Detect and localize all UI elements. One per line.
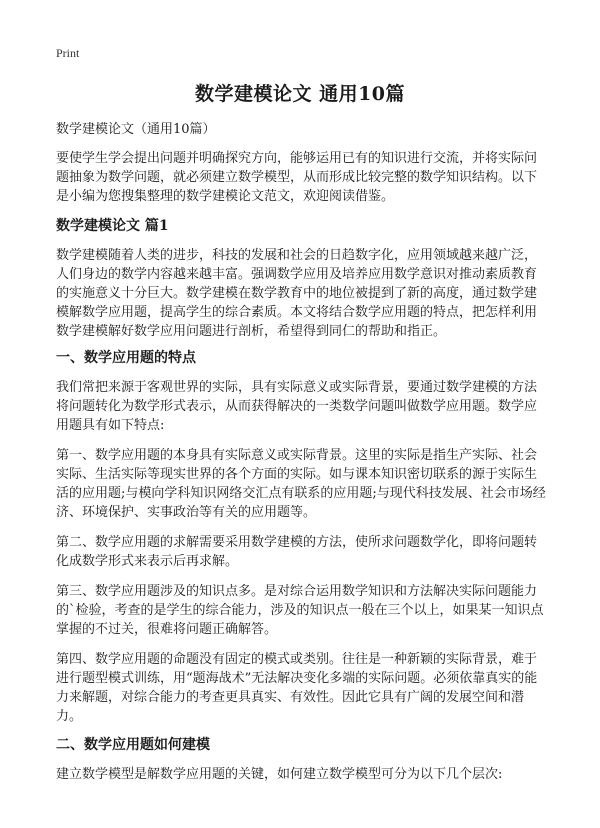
section-heading-features: 一、数学应用题的特点 (56, 350, 196, 366)
intro-paragraph: 要使学生学会提出问题并明确探究方向，能够运用已有的知识进行交流，并将实际问题抽象为数学问题，就必须建立数学模型，从而形成比较完整的数学知识结构。以下是小编为您搜集整理的数学建模论文范文，欢迎阅读借鉴。 (56, 151, 538, 204)
paragraph: 我们常把来源于客观世界的实际，具有实际意义或实际背景，要通过数学建模的方法将问题转化为数学形式表示，从而获得解决的一类数学问题叫做数学应用题。数学应用题具有如下特点: (56, 380, 538, 433)
paragraph: 建立数学模型是解数学应用题的关键，如何建立数学模型可分为以下几个层次: (56, 767, 503, 782)
paragraph: 第一、数学应用题的本身具有实际意义或实际背景。这里的实际是指生产实际、社会实际、生活实际等现实世界的各个方面的实际。如与课本知识密切联系的源于实际生活的应用题;与模向学科知识网络交汇点有联系的应用题;与现代科技发展、社会市场经济、环境保护、实事政治等有关的应用题等。 (56, 448, 546, 520)
section-heading-1: 数学建模论文 篇1 (56, 218, 169, 234)
section-heading-how: 二、数学应用题如何建模 (56, 737, 210, 753)
paragraph: 第二、数学应用题的求解需要采用数学建模的方法，使所求问题数学化，即将问题转化成数学形式来表示后再求解。 (56, 535, 538, 569)
subtitle: 数学建模论文（通用10篇） (56, 122, 216, 137)
paragraph: 第三、数学应用题涉及的知识点多。是对综合运用数学知识和方法解决实际问题能力的`检验，考查的是学生的综合能力，涉及的知识点一般在三个以上，如果某一知识点掌握的不过关，很难将问题正确解答。 (56, 584, 544, 637)
paragraph: 数学建模随着人类的进步，科技的发展和社会的日趋数字化，应用领域越来越广泛，人们身边的数学内容越来越丰富。强调数学应用及培养应用数学意识对推动素质教育的实施意义十分巨大。数学建模在数学教育中的地位被提到了新的高度，通过数学建模解数学应用题，提高学生的综合素质。本文将结合数学应用题的特点，把怎样利用数学建模解好数学应用问题进行剖析，希望得到同仁的帮助和指正。 (56, 248, 538, 339)
page-title: 数学建模论文 通用10篇 (194, 83, 406, 105)
paragraph: 第四、数学应用题的命题没有固定的模式或类别。往往是一种新颖的实际背景，难于进行题型模式训练，用“题海战术”无法解决变化多端的实际问题。必须依靠真实的能力来解题，对综合能力的考查更具真实、有效性。因此它具有广阔的发展空间和潜力。 (56, 652, 538, 724)
print-label[interactable]: Print (56, 46, 80, 60)
